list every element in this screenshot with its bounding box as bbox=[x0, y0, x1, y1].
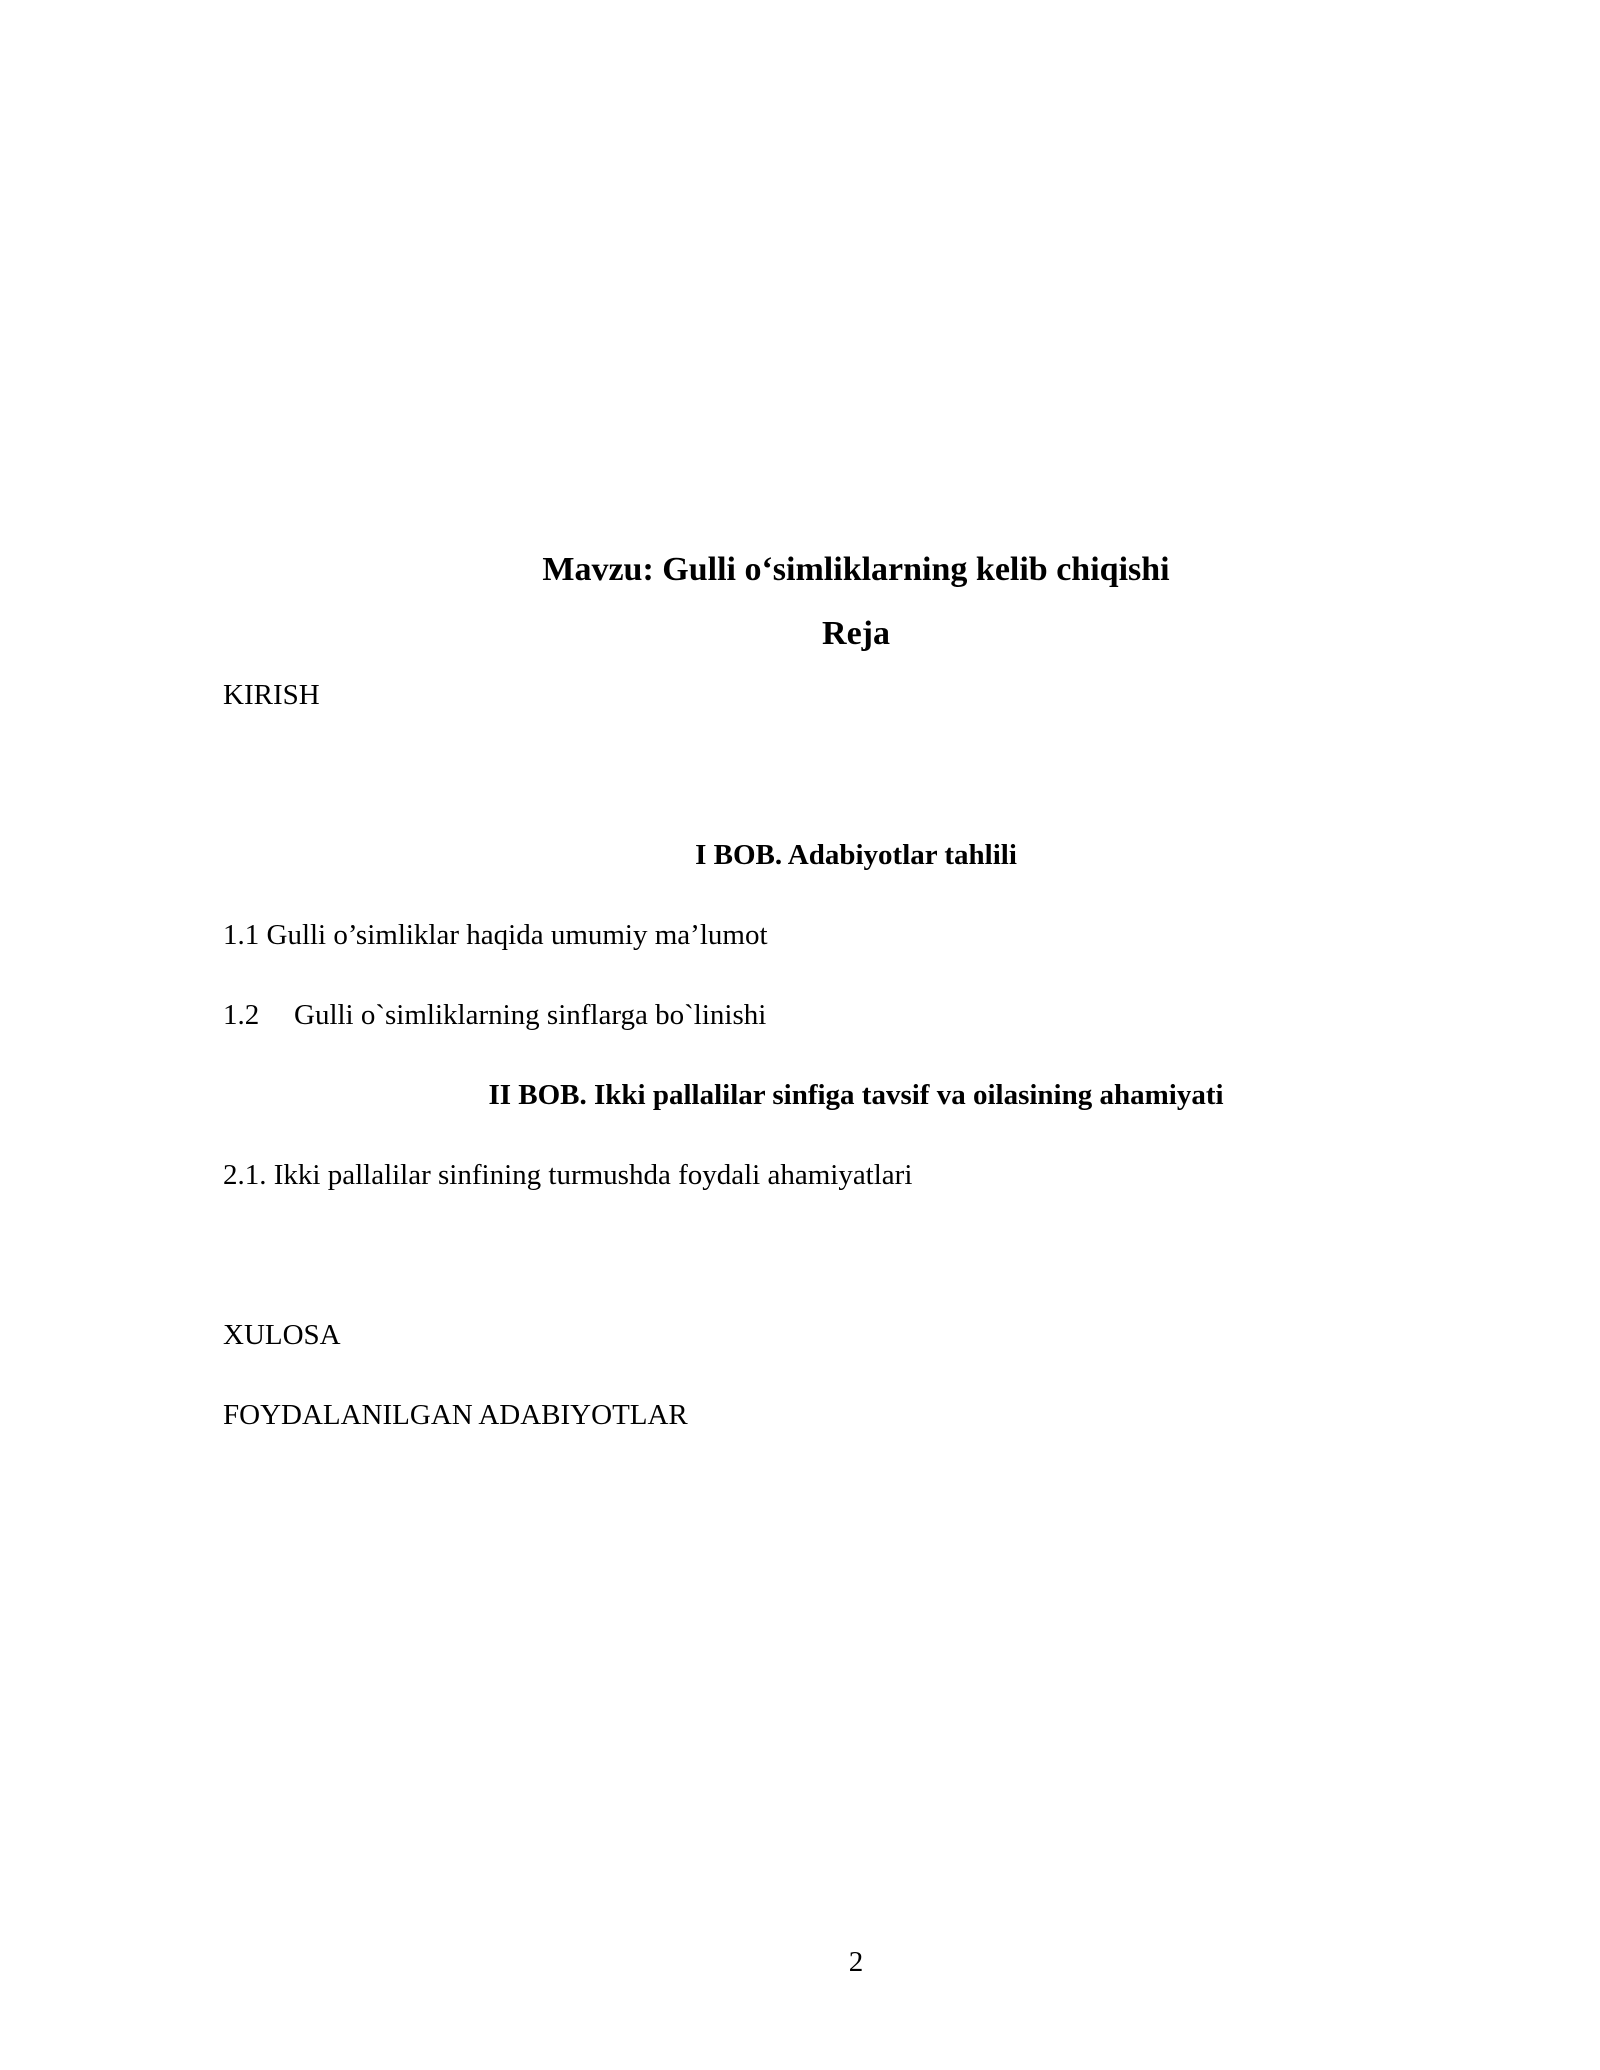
section-title: Gulli o’simliklar haqida umumiy ma’lumot bbox=[266, 919, 768, 951]
section-title: Ikki pallalilar sinfining turmushda foydali ahamiyatlari bbox=[273, 1159, 913, 1191]
section-number: 1.2 bbox=[223, 999, 260, 1031]
plan-heading: Reja bbox=[822, 615, 890, 652]
page-number: 2 bbox=[848, 1946, 864, 1978]
section-1-1 bbox=[223, 921, 768, 950]
chapter-2-heading: II BOB. Ikki pallalilar sinfiga tavsif va oilasining ahamiyati bbox=[488, 1079, 1224, 1111]
section-1-2 bbox=[223, 1001, 766, 1030]
section-number: 1.1 bbox=[223, 919, 260, 951]
references-heading: FOYDALANILGAN ADABIYOTLAR bbox=[223, 1399, 688, 1431]
conclusion-heading: XULOSA bbox=[223, 1319, 341, 1351]
intro-heading: KIRISH bbox=[223, 679, 320, 711]
document-title: Mavzu: Gulli o‘simliklarning kelib chiqishi bbox=[542, 551, 1170, 588]
chapter-1-heading: I BOB. Adabiyotlar tahlili bbox=[695, 839, 1017, 871]
section-2-1 bbox=[223, 1161, 912, 1190]
section-number: 2.1. bbox=[223, 1159, 267, 1191]
section-title: Gulli o`simliklarning sinflarga bo`linishi bbox=[294, 999, 767, 1031]
